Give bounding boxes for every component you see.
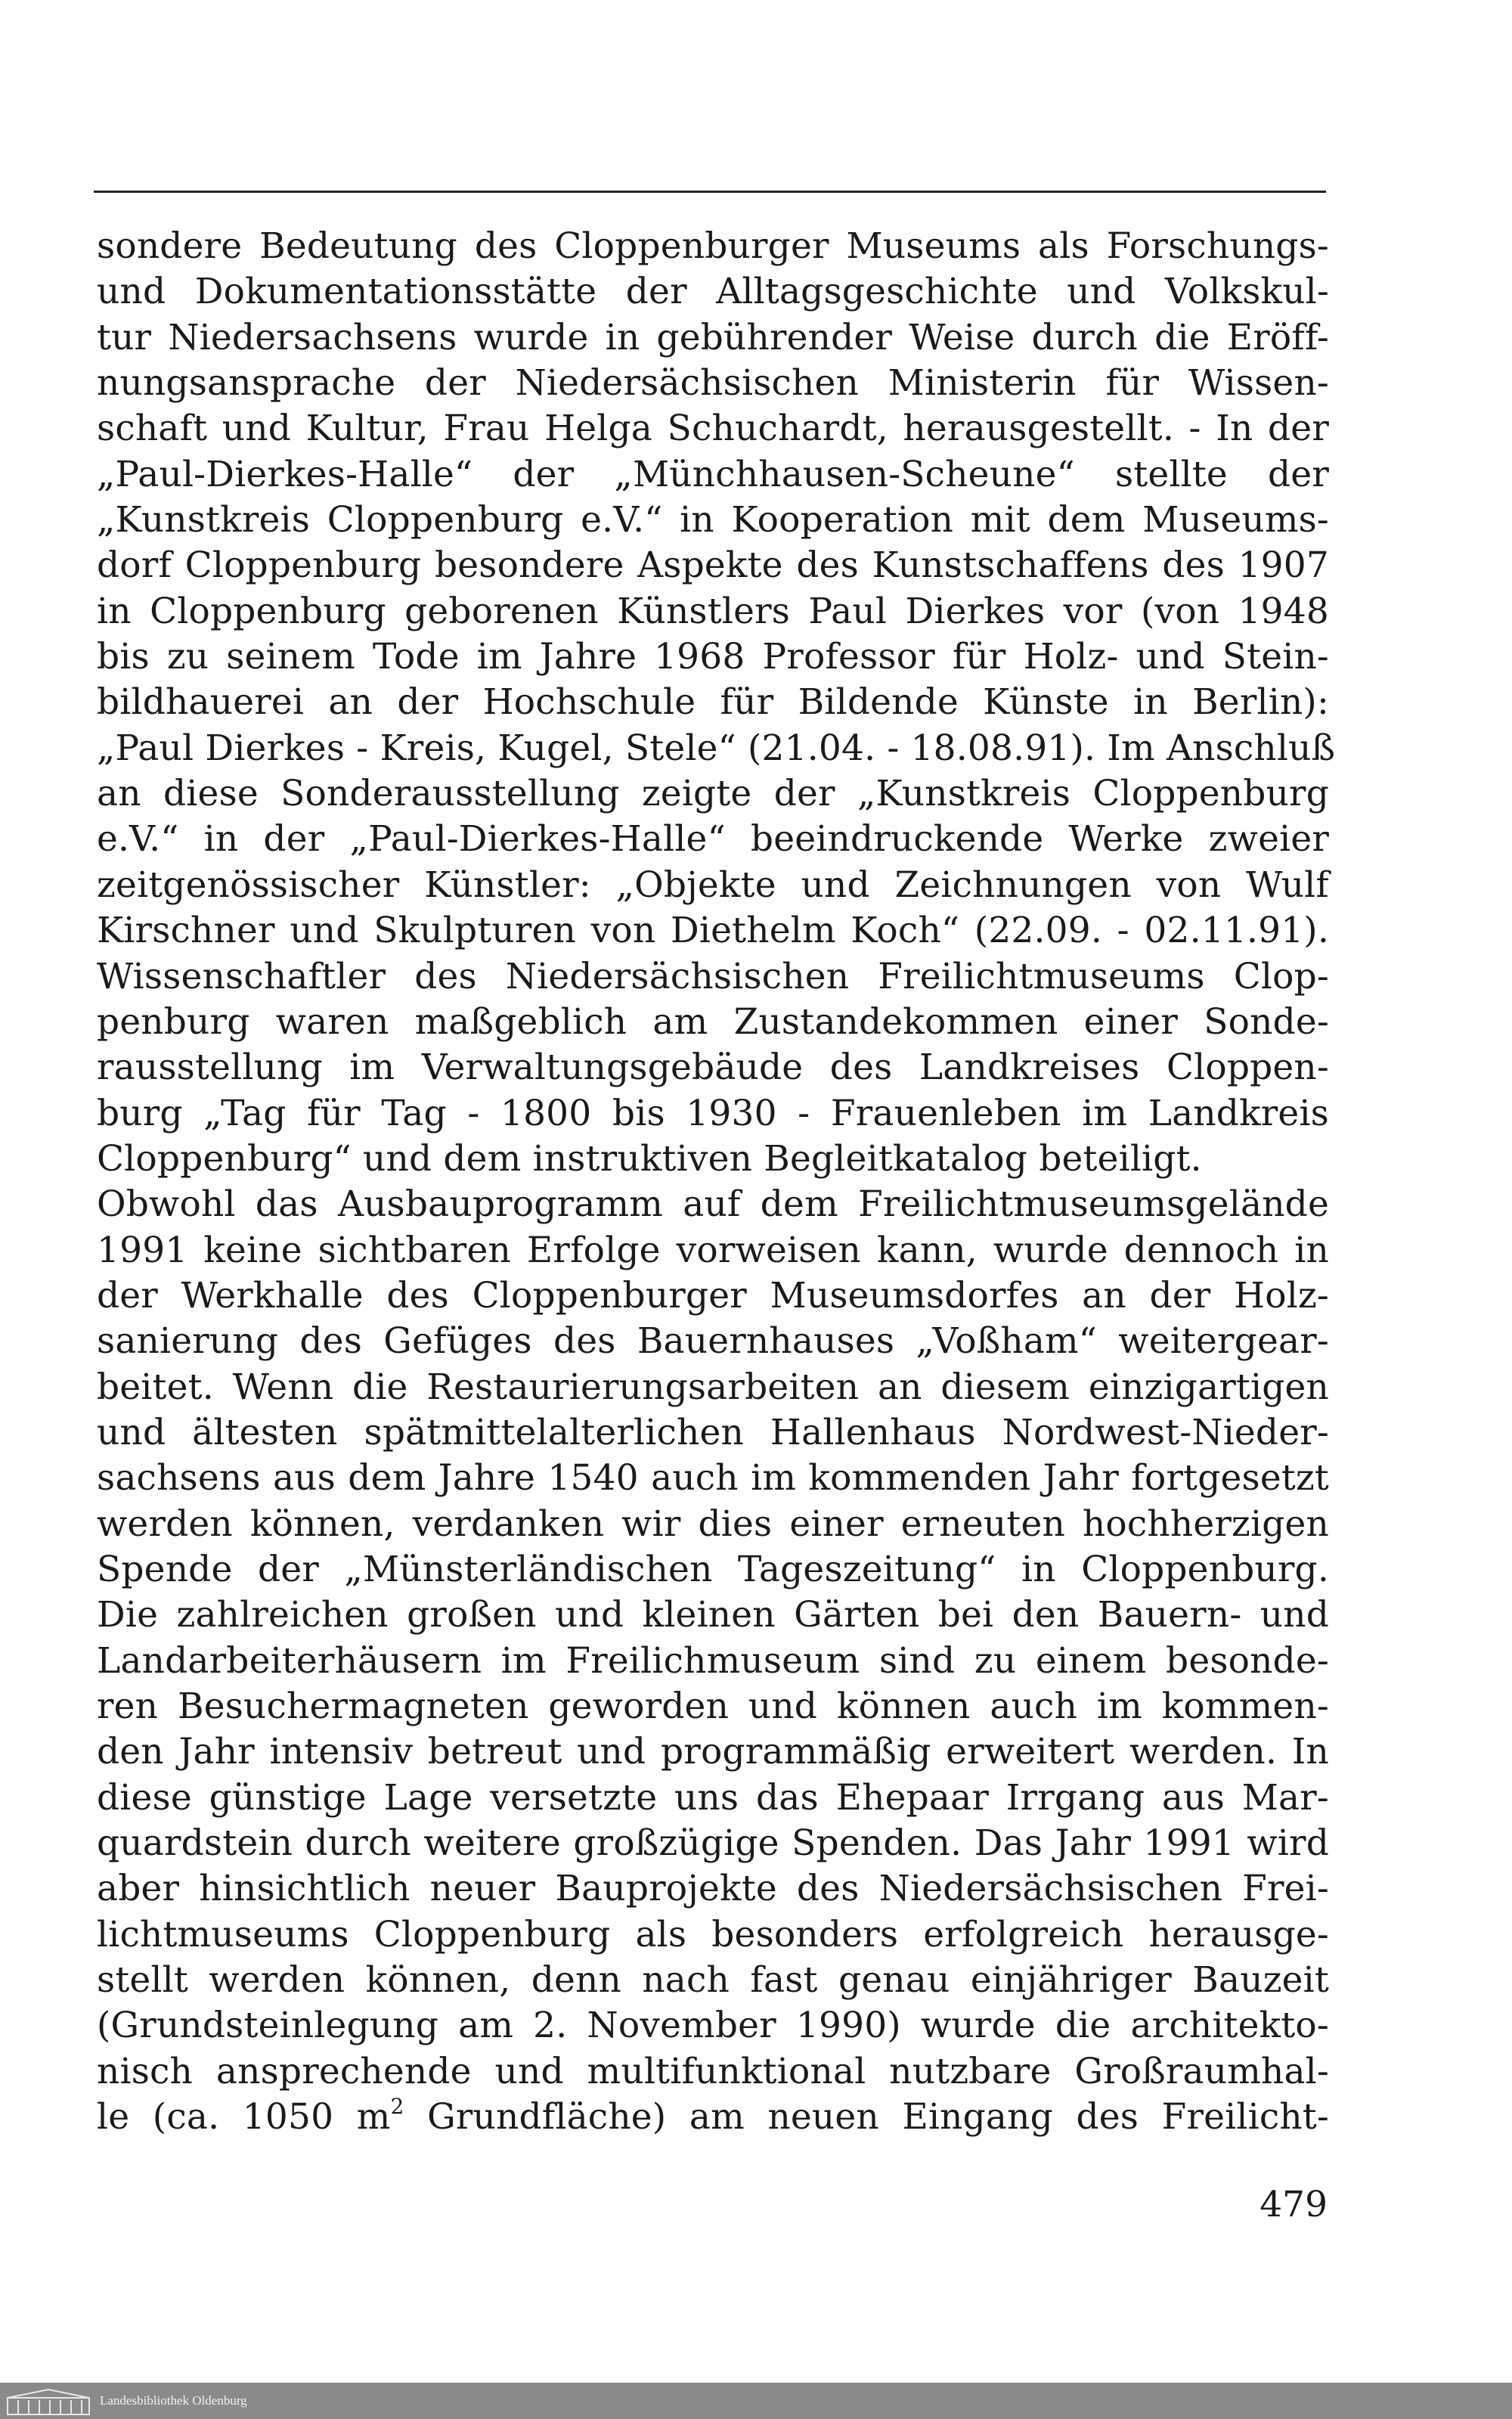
body-text bbox=[97, 224, 1336, 2140]
superscript-squared: 2 bbox=[390, 2094, 404, 2120]
text-line: den Jahr intensiv betreut und programmäßig erweitert werden. In bbox=[97, 1731, 1329, 1773]
text-line: bis zu seinem Tode im Jahre 1968 Professor für Holz- und Stein- bbox=[97, 636, 1329, 678]
text-line: „Kunstkreis Cloppenburg e.V.“ in Kooperation mit dem Museums- bbox=[97, 499, 1329, 541]
library-building-icon bbox=[6, 2387, 91, 2416]
text-line: sondere Bedeutung des Cloppenburger Museums als Forschungs- bbox=[97, 225, 1329, 267]
text-line: stellt werden können, denn nach fast genau einjähriger Bauzeit bbox=[97, 1959, 1329, 2002]
text-line: burg „Tag für Tag - 1800 bis 1930 - Frauenleben im Landkreis bbox=[97, 1092, 1329, 1134]
text-fragment: Grundfläche) am neuen Eingang des Freilicht- bbox=[404, 2096, 1329, 2138]
text-line: in Cloppenburg geborenen Künstlers Paul Dierkes vor (von 1948 bbox=[97, 590, 1329, 632]
text-line: der Werkhalle des Cloppenburger Museumsdorfes an der Holz- bbox=[97, 1274, 1329, 1316]
text-line: Kirschner und Skulpturen von Diethelm Koch“ (22.09. - 02.11.91). bbox=[97, 910, 1329, 952]
library-name: Landesbibliothek Oldenburg bbox=[100, 2393, 247, 2408]
text-line: (Grundsteinlegung am 2. November 1990) wurde die architekto- bbox=[97, 2005, 1329, 2047]
text-line: diese günstige Lage versetzte uns das Ehepaar Irrgang aus Mar- bbox=[97, 1776, 1329, 1819]
text-line: und Dokumentationsstätte der Alltagsgeschichte und Volkskul- bbox=[97, 271, 1329, 313]
digitization-footer bbox=[0, 2383, 1512, 2419]
text-line: bildhauerei an der Hochschule für Bildende Künste in Berlin): bbox=[97, 681, 1329, 724]
text-line: Landarbeiterhäusern im Freilichmuseum sind zu einem besonde- bbox=[97, 1639, 1329, 1682]
text-line: Wissenschaftler des Niedersächsischen Freilichtmuseums Clop- bbox=[97, 955, 1329, 997]
text-line: und ältesten spätmittelalterlichen Hallenhaus Nordwest-Nieder- bbox=[97, 1411, 1329, 1453]
text-line: sachsens aus dem Jahre 1540 auch im kommenden Jahr fortgesetzt bbox=[97, 1457, 1329, 1499]
text-line: an diese Sonderausstellung zeigte der „Kunstkreis Cloppenburg bbox=[97, 773, 1329, 815]
text-line: nungsansprache der Niedersächsischen Ministerin für Wissen- bbox=[97, 362, 1329, 405]
text-line: 1991 keine sichtbaren Erfolge vorweisen kann, wurde dennoch in bbox=[97, 1229, 1329, 1271]
text-line: werden können, verdanken wir dies einer erneuten hochherzigen bbox=[97, 1503, 1329, 1545]
text-line: Die zahlreichen großen und kleinen Gärten bei den Bauern- und bbox=[97, 1594, 1329, 1636]
text-line: dorf Cloppenburg besondere Aspekte des Kunstschaffens des 1907 bbox=[97, 544, 1329, 587]
header-rule bbox=[94, 191, 1326, 193]
text-line: beitet. Wenn die Restaurierungsarbeiten an diesem einzigartigen bbox=[97, 1366, 1329, 1408]
text-line: „Paul Dierkes - Kreis, Kugel, Stele“ (21.04. - 18.08.91). Im Anschluß bbox=[97, 727, 1336, 769]
text-line: quardstein durch weitere großzügige Spenden. Das Jahr 1991 wird bbox=[97, 1822, 1329, 1865]
text-line-last bbox=[97, 2095, 1329, 2140]
text-fragment: le (ca. 1050 m bbox=[97, 2096, 391, 2138]
text-line: sanierung des Gefüges des Bauernhauses „Voßham“ weitergear- bbox=[97, 1320, 1329, 1363]
text-line: penburg waren maßgeblich am Zustandekommen einer Sonde- bbox=[97, 1000, 1329, 1043]
text-line: lichtmuseums Cloppenburg als besonders erfolgreich herausge- bbox=[97, 1913, 1329, 1955]
text-line: e.V.“ in der „Paul-Dierkes-Halle“ beeindruckende Werke zweier bbox=[97, 818, 1329, 861]
text-line: zeitgenössischer Künstler: „Objekte und Zeichnungen von Wulf bbox=[97, 864, 1329, 906]
text-line: aber hinsichtlich neuer Bauprojekte des Niedersächsischen Frei- bbox=[97, 1868, 1329, 1910]
text-line: tur Niedersachsens wurde in gebührender Weise durch die Eröff- bbox=[97, 316, 1329, 358]
text-line: Obwohl das Ausbauprogramm auf dem Freilichtmuseumsgelände bbox=[97, 1183, 1329, 1226]
text-line: Cloppenburg“ und dem instruktiven Begleitkatalog beteiligt. bbox=[97, 1137, 1202, 1180]
page-number: 479 bbox=[1259, 2184, 1328, 2225]
text-line: rausstellung im Verwaltungsgebäude des Landkreises Cloppen- bbox=[97, 1047, 1329, 1089]
text-line: schaft und Kultur, Frau Helga Schuchardt, herausgestellt. - In der bbox=[97, 408, 1329, 450]
text-line: „Paul-Dierkes-Halle“ der „Münchhausen-Scheune“ stellte der bbox=[97, 453, 1329, 495]
text-line: nisch ansprechende und multifunktional nutzbare Großraumhal- bbox=[97, 2050, 1329, 2092]
text-line: Spende der „Münsterländischen Tageszeitung“ in Cloppenburg. bbox=[97, 1548, 1329, 1590]
text-line: ren Besuchermagneten geworden und können auch im kommen- bbox=[97, 1686, 1329, 1727]
